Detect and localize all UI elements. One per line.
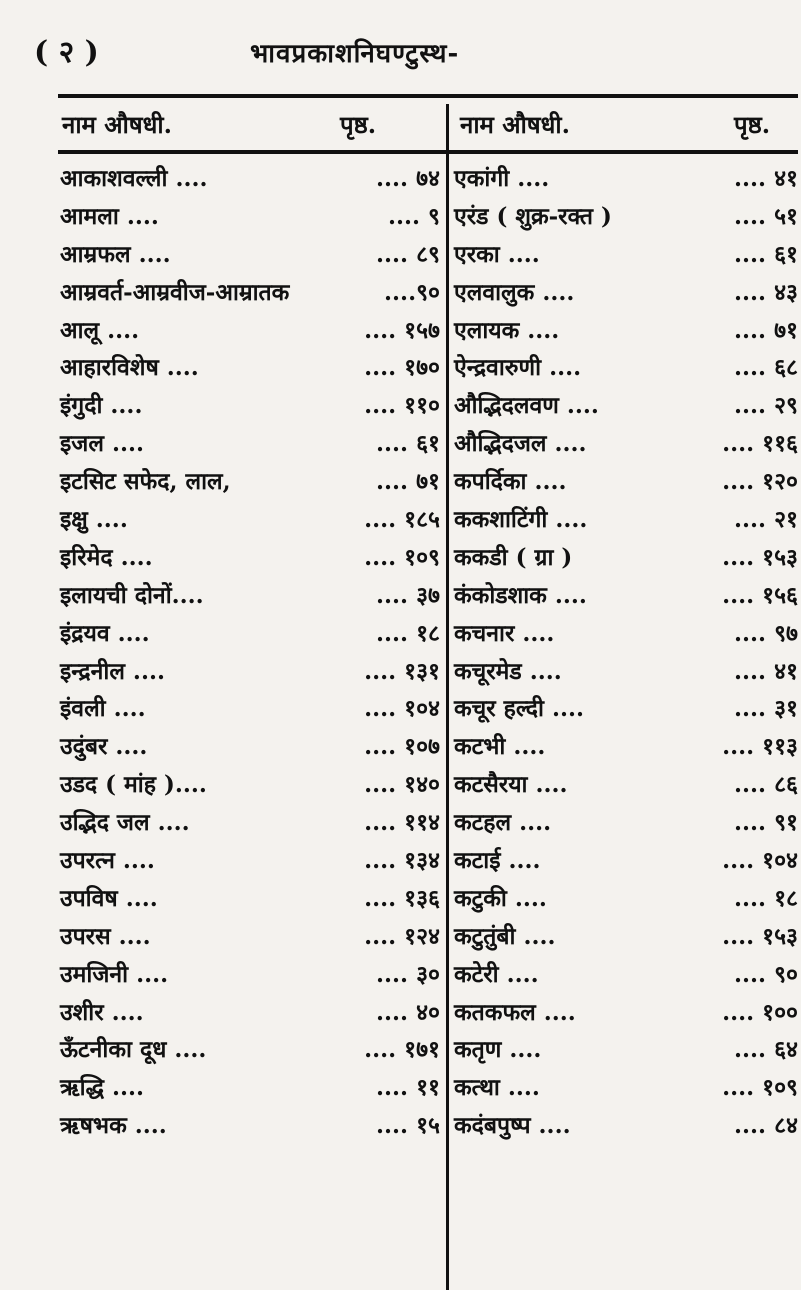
index-entry: [454, 653, 798, 691]
index-entry: [60, 766, 440, 804]
left-name-header: नाम औषधी.: [62, 110, 172, 139]
entry-page: .... ७१: [376, 468, 440, 496]
entry-name: कंकोडशाक ....: [454, 581, 587, 609]
entry-name: आम्रवर्त-आम्रवीज-आम्रातक: [60, 278, 290, 306]
entry-page: .... ८६: [734, 771, 798, 799]
entry-name: उदुंबर ....: [60, 733, 148, 761]
left-page-header: पृष्ठ.: [340, 110, 377, 139]
entry-page: .... ८९: [376, 240, 440, 268]
index-entry: [454, 1069, 798, 1107]
entry-page: .... १५७: [364, 316, 440, 344]
entry-name: कपर्दिका ....: [454, 468, 567, 496]
entry-page: .... ११०: [364, 392, 440, 420]
entry-name: उपविष ....: [60, 884, 158, 912]
index-entry: [60, 312, 440, 350]
index-entry: [60, 956, 440, 994]
entry-page: .... २९: [734, 392, 798, 420]
index-entry: [60, 842, 440, 880]
index-entry: [454, 994, 798, 1032]
entry-name: इंगुदी ....: [60, 392, 143, 420]
entry-name: उपरत्न ....: [60, 847, 155, 875]
entry-page: .... ३०: [376, 960, 440, 988]
entry-name: एलायक ....: [454, 316, 560, 344]
entry-name: आहारविशेष ....: [60, 354, 199, 382]
entry-name: उद्भिद जल ....: [60, 809, 190, 837]
entry-name: कदंबपुष्प ....: [454, 1112, 571, 1140]
entry-page: .... १५६: [722, 581, 798, 609]
index-entry: [60, 615, 440, 653]
entry-name: इंद्रयव ....: [60, 619, 150, 647]
index-entry: [454, 349, 798, 387]
entry-page: .... ११३: [722, 733, 798, 761]
index-entry: [454, 1107, 798, 1145]
entry-page: ....९०: [384, 278, 440, 306]
entry-page: .... १००: [722, 998, 798, 1026]
entry-page: .... १८: [376, 619, 440, 647]
entry-name: कटहल ....: [454, 809, 552, 837]
entry-page: .... ७१: [734, 316, 798, 344]
entry-name: एलवालुक ....: [454, 278, 575, 306]
entry-name: कटाई ....: [454, 847, 541, 875]
index-entry: [454, 236, 798, 274]
index-entry: [454, 842, 798, 880]
index-entry: [60, 236, 440, 274]
entry-name: इन्द्रनील ....: [60, 657, 165, 685]
entry-name: एकांगी ....: [454, 165, 550, 192]
index-entry: [60, 653, 440, 691]
entry-page: .... ३७: [376, 581, 440, 609]
page-number: ( २ ): [34, 35, 99, 70]
page-header: [0, 0, 801, 90]
index-entry: [60, 1107, 440, 1145]
entry-name: कटुकी ....: [454, 884, 547, 912]
entry-page: .... ६१: [734, 240, 798, 268]
index-entry: [454, 501, 798, 539]
entry-page: .... १५३: [722, 922, 798, 950]
entry-page: .... १७०: [364, 354, 440, 382]
entry-page: .... ६१: [376, 430, 440, 458]
index-entry: [454, 766, 798, 804]
right-page-header: पृष्ठ.: [734, 110, 771, 139]
index-entry: [60, 387, 440, 425]
index-entry: [60, 425, 440, 463]
entry-page: .... १३१: [364, 657, 440, 685]
entry-page: .... ९१: [734, 809, 798, 837]
top-rule: [58, 94, 798, 98]
index-entry: [60, 274, 440, 312]
entry-page: .... ४१: [734, 165, 798, 192]
entry-page: .... ४३: [734, 278, 798, 306]
index-entry: [454, 728, 798, 766]
index-entry: [60, 1069, 440, 1107]
entry-name: उडद ( मांह )....: [60, 771, 207, 799]
entry-page: .... १२०: [722, 468, 798, 496]
entry-name: कत्था ....: [454, 1074, 540, 1102]
column-divider: [446, 104, 449, 1290]
entry-name: ऋद्धि ....: [60, 1074, 144, 1102]
entry-page: .... ९०: [734, 960, 798, 988]
entry-page: .... ४१: [734, 657, 798, 685]
index-entry: [60, 198, 440, 236]
entry-page: .... १०७: [364, 733, 440, 761]
entry-page: .... ९७: [734, 619, 798, 647]
index-entry: [60, 728, 440, 766]
index-entry: [454, 425, 798, 463]
entry-name: कटुतुंबी ....: [454, 922, 556, 950]
entry-name: कचूर हल्दी ....: [454, 695, 585, 723]
entry-page: .... १०४: [364, 695, 440, 723]
entry-name: ककशाटिंगी ....: [454, 506, 588, 534]
index-entry: [454, 918, 798, 956]
index-entry: [454, 1031, 798, 1069]
header-rule: [58, 150, 798, 154]
entry-name: आम्रफल ....: [60, 240, 171, 268]
entry-name: आकाशवल्ली ....: [60, 165, 208, 192]
entry-page: .... ४०: [376, 998, 440, 1026]
entry-name: कचनार ....: [454, 619, 555, 647]
entry-name: औद्भिदजल ....: [454, 430, 587, 458]
entry-name: ऊँटनीका दूध ....: [60, 1036, 207, 1064]
right-name-header: नाम औषधी.: [460, 110, 570, 139]
entry-page: .... १३४: [364, 847, 440, 875]
entry-page: .... ८४: [734, 1112, 798, 1140]
entry-name: इक्षु ....: [60, 506, 128, 534]
entry-page: .... ११६: [722, 430, 798, 458]
entry-name: इंवली ....: [60, 695, 146, 723]
entry-name: कतकफल ....: [454, 998, 576, 1026]
entry-name: कचूरमेड ....: [454, 657, 562, 685]
entry-name: उपरस ....: [60, 922, 151, 950]
index-entry: [60, 1031, 440, 1069]
index-entry: [454, 160, 798, 198]
index-entry: [454, 956, 798, 994]
index-entry: [60, 539, 440, 577]
entry-name: इरिमेद ....: [60, 543, 153, 571]
entry-page: .... १७१: [364, 1036, 440, 1064]
entry-page: .... १३६: [364, 884, 440, 912]
index-entry: [60, 463, 440, 501]
index-entry: [60, 804, 440, 842]
entry-name: उमजिनी ....: [60, 960, 169, 988]
index-entry: [60, 160, 440, 198]
entry-page: .... १०९: [364, 543, 440, 571]
entry-name: औद्भिदलवण ....: [454, 392, 599, 420]
entry-page: .... ६८: [734, 354, 798, 382]
index-entry: [454, 463, 798, 501]
entry-page: .... २१: [734, 506, 798, 534]
entry-page: .... १८५: [364, 506, 440, 534]
entry-name: कटभी ....: [454, 733, 546, 761]
entry-page: .... १८: [734, 884, 798, 912]
column-header-row: [58, 104, 798, 148]
entry-page: .... ३१: [734, 695, 798, 723]
entry-name: ककडी ( ग्रा ): [454, 543, 573, 571]
entry-page: .... ११: [376, 1074, 440, 1102]
entry-name: इलायची दोनों....: [60, 581, 204, 609]
entry-page: .... १२४: [364, 922, 440, 950]
left-column: [60, 160, 440, 1145]
entry-name: आमला ....: [60, 202, 159, 230]
entry-page: .... ६४: [734, 1036, 798, 1064]
running-title: भावप्रकाशनिघण्टुस्थ-: [250, 39, 460, 69]
entry-page: .... १०४: [722, 847, 798, 875]
entry-name: ऐन्द्रवारुणी ....: [454, 354, 582, 382]
entry-page: .... ५१: [734, 202, 798, 230]
index-entry: [454, 577, 798, 615]
index-entry: [454, 312, 798, 350]
index-entry: [60, 501, 440, 539]
entry-name: एरका ....: [454, 240, 540, 268]
index-entry: [454, 198, 798, 236]
index-entry: [454, 387, 798, 425]
entry-page: .... ११४: [364, 809, 440, 837]
index-entry: [60, 918, 440, 956]
entry-page: .... १५: [376, 1112, 440, 1140]
entry-page: .... १४०: [364, 771, 440, 799]
entry-page: .... १०९: [722, 1074, 798, 1102]
right-column: [454, 160, 798, 1145]
entry-name: ऋषभक ....: [60, 1112, 167, 1140]
entry-page: .... ७४: [376, 165, 440, 192]
index-entry: [60, 690, 440, 728]
index-entry: [60, 994, 440, 1032]
entry-page: .... ९: [388, 202, 440, 230]
index-entry: [454, 804, 798, 842]
entry-name: एरंड ( शुक्र-रक्त ): [454, 202, 612, 230]
entry-name: आलू ....: [60, 316, 140, 344]
index-entry: [454, 539, 798, 577]
entry-name: कटेरी ....: [454, 960, 539, 988]
index-entry: [60, 577, 440, 615]
entry-name: इटसिट सफेद, लाल,: [60, 468, 231, 496]
entry-name: इजल ....: [60, 430, 144, 458]
entry-name: उशीर ....: [60, 998, 144, 1026]
index-entry: [454, 880, 798, 918]
index-entry: [454, 615, 798, 653]
index-entry: [454, 274, 798, 312]
entry-page: .... १५३: [722, 543, 798, 571]
entry-name: कतृण ....: [454, 1036, 542, 1064]
index-entry: [60, 880, 440, 918]
index-entry: [454, 690, 798, 728]
index-entry: [60, 349, 440, 387]
entry-name: कटसैरया ....: [454, 771, 568, 799]
